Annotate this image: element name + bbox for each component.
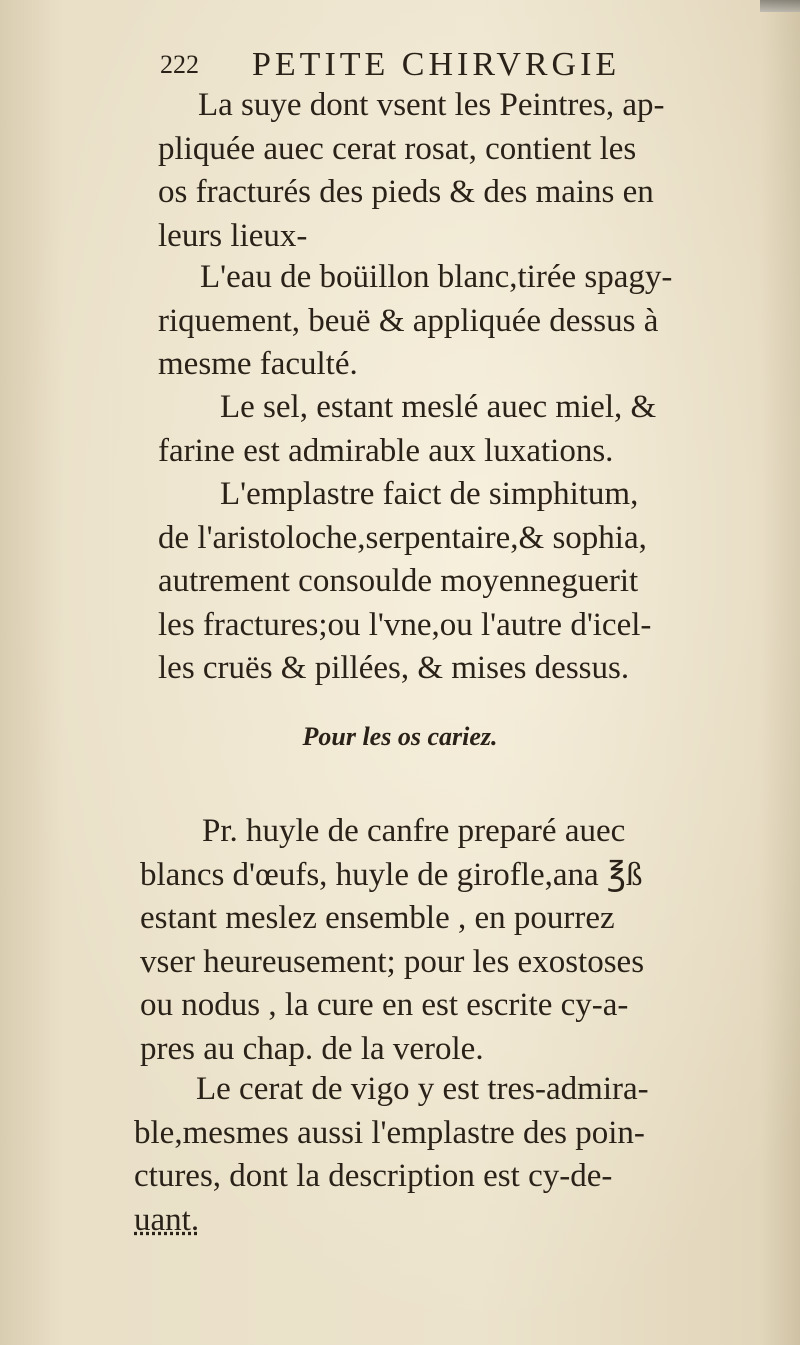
text-line: Pr. huyle de canfre preparé auec [202,813,626,849]
page-number: 222 [160,50,199,79]
text-line: La suye dont vsent les Peintres, ap- [198,87,665,123]
paragraph-salt [158,386,730,473]
text-line: os fracturés des pieds & des mains en [158,174,654,210]
text-line: Le sel, estant meslé auec miel, & [220,389,657,425]
text-line: pliquée auec cerat rosat, contient les [158,130,637,167]
paragraph-soot [158,84,730,258]
text-line: L'eau de boüillon blanc,tirée spagy- [200,259,673,295]
text-line: les cruës & pillées, & mises dessus. [158,650,630,686]
text-line: L'emplastre faict de simphitum, [220,476,639,512]
text-line: vser heureusement; pour les exostoses [140,943,645,980]
paragraph-plaster [158,473,730,691]
text-line: mesme faculté. [158,346,358,382]
section-heading: Pour les os cariez. [302,722,498,751]
text-line: de l'aristoloche,serpentaire,& sophia, [158,519,647,556]
text-line: autrement consoulde moyenneguerit [158,563,639,599]
text-line: les fractures;ou l'vne,ou l'autre d'icel- [158,606,652,643]
running-head [160,46,700,86]
text-line: Le cerat de vigo y est tres-admira- [196,1071,649,1107]
paragraph-camphor-oil [140,810,730,1071]
text-line: ble,mesmes aussi l'emplastre des poin- [134,1114,645,1151]
text-line: ou nodus , la cure en est escrite cy-a- [140,987,629,1023]
text-line: riquement, beuë & appliquée dessus à [158,302,659,339]
text-line: leurs lieux- [158,217,308,254]
text-line: blancs d'œufs, huyle de girofle,ana ℥ß [140,856,643,893]
text-line: uant. [134,1201,200,1238]
text-line: estant meslez ensemble , en pourrez [140,900,615,936]
running-title: PETITE CHIRVRGIE [252,46,621,83]
paragraph-vigo-cerate [134,1068,730,1242]
text-line: farine est admirable aux luxations. [158,432,614,469]
text-line: ctures, dont la description est cy-de- [134,1158,613,1194]
paragraph-mullein-water [158,256,730,387]
text-line: pres au chap. de la verole. [140,1030,484,1067]
